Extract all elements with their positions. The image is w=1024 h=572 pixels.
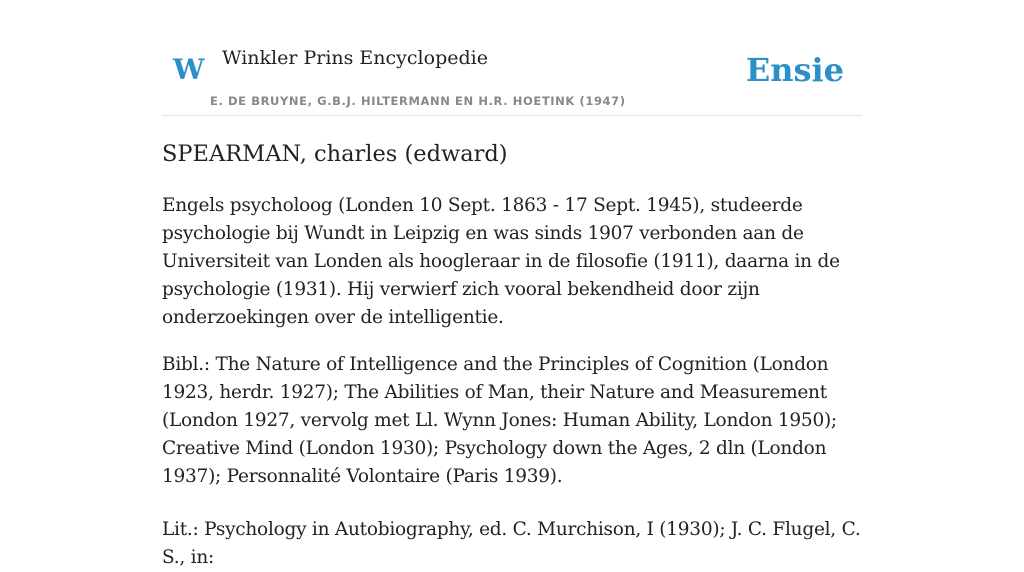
article-content	[162, 138, 868, 572]
site-title[interactable]: Winkler Prins Encyclopedie	[222, 47, 488, 69]
winkler-prins-logo[interactable]: W	[173, 53, 205, 86]
article-paragraph-bibliography: Bibl.: The Nature of Intelligence and the Principles of Cognition (London 1923, herdr. 1927); The Abilities of Man, their Nature and Measurement (London 1927, vervolg met Ll. Wynn Jones: Human Ability, London 1950); Creative Mind (London 1930); Psychology down the Ages, 2 dln (London 1937); Personnalité Volontaire (Paris 1939).	[162, 354, 837, 487]
article-title: SPEARMAN, charles (edward)	[162, 141, 508, 167]
ensie-brand-logo[interactable]: Ensie	[745, 51, 844, 89]
site-header	[162, 30, 862, 116]
source-authors: E. DE BRUYNE, G.B.J. HILTERMANN EN H.R. HOETINK (1947)	[210, 94, 626, 108]
article-paragraph-intro: Engels psycholoog (Londen 10 Sept. 1863 - 17 Sept. 1945), studeerde psychologie bij Wundt in Leipzig en was sinds 1907 verbonden aan de Universiteit van Londen als hoogleraar in de filosofie (1911), daarna in de psychologie (1931). Hij verwierf zich vooral bekendheid door zijn onderzoekingen over de intelligentie.	[162, 195, 840, 328]
article-paragraph-literature: Lit.: Psychology in Autobiography, ed. C. Murchison, I (1930); J. C. Flugel, C. S., in:	[162, 519, 861, 568]
